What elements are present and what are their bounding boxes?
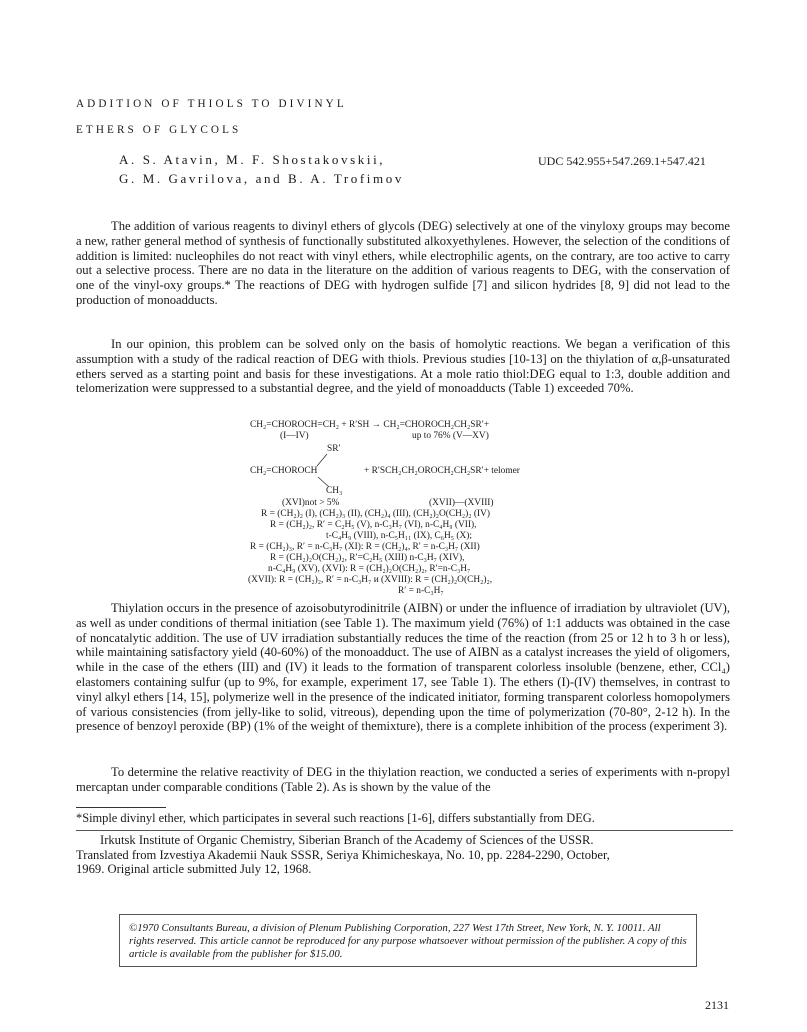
scheme-def-7: (XVII): R = (CH₂)₂, R′ = n-C₃H₇ и (XVIII): R = (CH₂)₂O(CH₂)₂, [248, 575, 493, 585]
scheme-def-3: t-C₄H₉ (VIII), n-C₅H₁₁ (IX), C₆H₅ (X); [326, 531, 473, 541]
scheme-methyl: CH₃ [326, 486, 343, 496]
scheme-def-8: R′ = n-C₃H₇ [398, 586, 444, 596]
udc-code: UDC 542.955+547.269.1+547.421 [538, 154, 706, 168]
scheme-def-5: R = (CH₂)₂O(CH₂)₂, R′=C₂H₅ (XIII) n-C₃H₇ (XIV), [270, 553, 465, 563]
scheme-def-4: R = (CH₂)₃, R′ = n-C₃H₇ (XI): R = (CH₂)₄, R′ = n-C₃H₇ (XII) [250, 542, 480, 552]
paragraph-4: To determine the relative reactivity of DEG in the thiylation reaction, we conducted a series of experiments with n-propyl mercaptan under comparable conditions (Table 2). As is shown by the value of the [76, 765, 730, 794]
footnote: *Simple divinyl ether, which participates in several such reactions [1-6], differs substantially from DEG. [76, 811, 595, 825]
affiliation-line1: Irkutsk Institute of Organic Chemistry, Siberian Branch of the Academy of Sciences of the USSR. [100, 833, 594, 847]
copyright-notice: ©1970 Consultants Bureau, a division of Plenum Publishing Corporation, 227 West 17th Street, New York, N. Y. 10011. All rights reserved. This article cannot be reproduced for any purpose whatsoever without permission of the publisher. A copy of this article is available from the publisher for $15.00. [119, 914, 697, 967]
scheme-label-yield: up to 76% (V—XV) [412, 431, 489, 441]
authors-line2: G. M. Gavrilova, and B. A. Trofimov [119, 171, 404, 186]
article-title-line2: ETHERS OF GLYCOLS [76, 124, 242, 136]
scheme-line-3b: + R′SCH₂CH₂OROCH₂CH₂SR′+ telomer [364, 466, 520, 476]
paragraph-3: Thiylation occurs in the presence of azoisobutyrodinitrile (AIBN) or under the influence of irradiation by ultraviolet (UV), as well as under conditions of thermal initiation (see Table 1). The maximum yield (76%) of 1:1 adducts was obtained in the case of noncatalytic addition. The use of UV irradiation substantially reduces the time of the reaction (from 25 or 12 h to 3 h or less), while maintaining satisfactory yield (40-60%) of the monoadduct. The use of AIBN as a catalyst increases the yield of oligomers, while in the case of the ethers (III) and (IV) it leads to the formation of transparent colorless insoluble (benzene, ether, CCl₄) elastomers containing sulfur (up to 9%, for example, experiment 17, see Table 1). The ethers (I)-(IV) themselves, in contrast to vinyl alkyl ethers [14, 15], polymerize well in the presence of the indicated initiator, forming transparent colorless homopolymers of various consistencies (from jelly-like to solid, vitreous), depending upon the time of polymerization (70-80°, 2-12 h). In the presence of benzoyl peroxide (BP) (1% of the weight of themixture), there is a complete inhibition of the process (experiment 3). [76, 601, 730, 734]
affiliation-line2: Translated from Izvestiya Akademii Nauk SSSR, Seriya Khimicheskaya, No. 10, pp. 2284-2290, October, [76, 847, 610, 862]
scheme-def-2: R = (CH₂)₂, R′ = C₂H₅ (V), n-C₃H₇ (VI), n-C₄H₉ (VII), [270, 520, 477, 530]
affiliation-block [76, 833, 736, 877]
paragraph-2: In our opinion, this problem can be solved only on the basis of homolytic reactions. We began a verification of this assumption with a study of the radical reaction of DEG with thiols. Previous studies [10-13] on the thiylation of α,β-unsaturated ethers served as a starting point and basis for these investigations. At a mole ratio thiol:DEG equal to 1:3, double addition and telomerization were suppressed to a substantial degree, and the yield of monoadducts (Table 1) exceeded 70%. [76, 337, 730, 396]
scheme-def-1: R = (CH₂)₂ (I), (CH₂)₃ (II), (CH₂)₄ (III), (CH₂)₂O(CH₂)₂ (IV) [261, 509, 491, 519]
scheme-line-3a: CH₂=CHOROCH [250, 466, 318, 476]
article-title-line1: ADDITION OF THIOLS TO DIVINYL [76, 98, 347, 110]
scheme-label-reactants: (I—IV) [280, 431, 309, 441]
authors-line1: A. S. Atavin, M. F. Shostakovskii, [119, 152, 386, 167]
paragraph-1: The addition of various reagents to divinyl ethers of glycols (DEG) selectively at one of the vinyloxy groups may become a new, rather general method of synthesis of functionally substituted alkoxyethylenes. However, the selection of the conditions of addition is limited: nucleophiles do not react with vinyl ethers, while electrophilic agents, on the contrary, are too active to carry out a selective process. There are no data in the literature on the addition of various reagents to DEG, with the conservation of one of the vinyl-oxy groups.* The reactions of DEG with hydrogen sulfide [7] and silicon hydrides [8, 9] did not lead to the production of monoadducts. [76, 219, 730, 307]
authors [119, 150, 404, 188]
scheme-line-1: CH₂=CHOROCH=CH₂ + R′SH → CH₂=CHOROCH₂CH₂SR′+ [250, 420, 490, 430]
footnote-rule [76, 807, 166, 808]
affiliation-rule [76, 830, 733, 831]
affiliation-line3: 1969. Original article submitted July 12, 1968. [76, 862, 312, 877]
scheme-line-5a: (XVI)not > 5% [282, 498, 340, 508]
page-number: 2131 [705, 998, 729, 1012]
scheme-line-5b: (XVII)—(XVIII) [429, 498, 494, 508]
scheme-def-6: n-C₄H₉ (XV), (XVI): R = (CH₂)₂O(CH₂)₂, R′=n-C₃H₇ [268, 564, 471, 574]
scheme-substituent: SR′ [327, 444, 341, 454]
